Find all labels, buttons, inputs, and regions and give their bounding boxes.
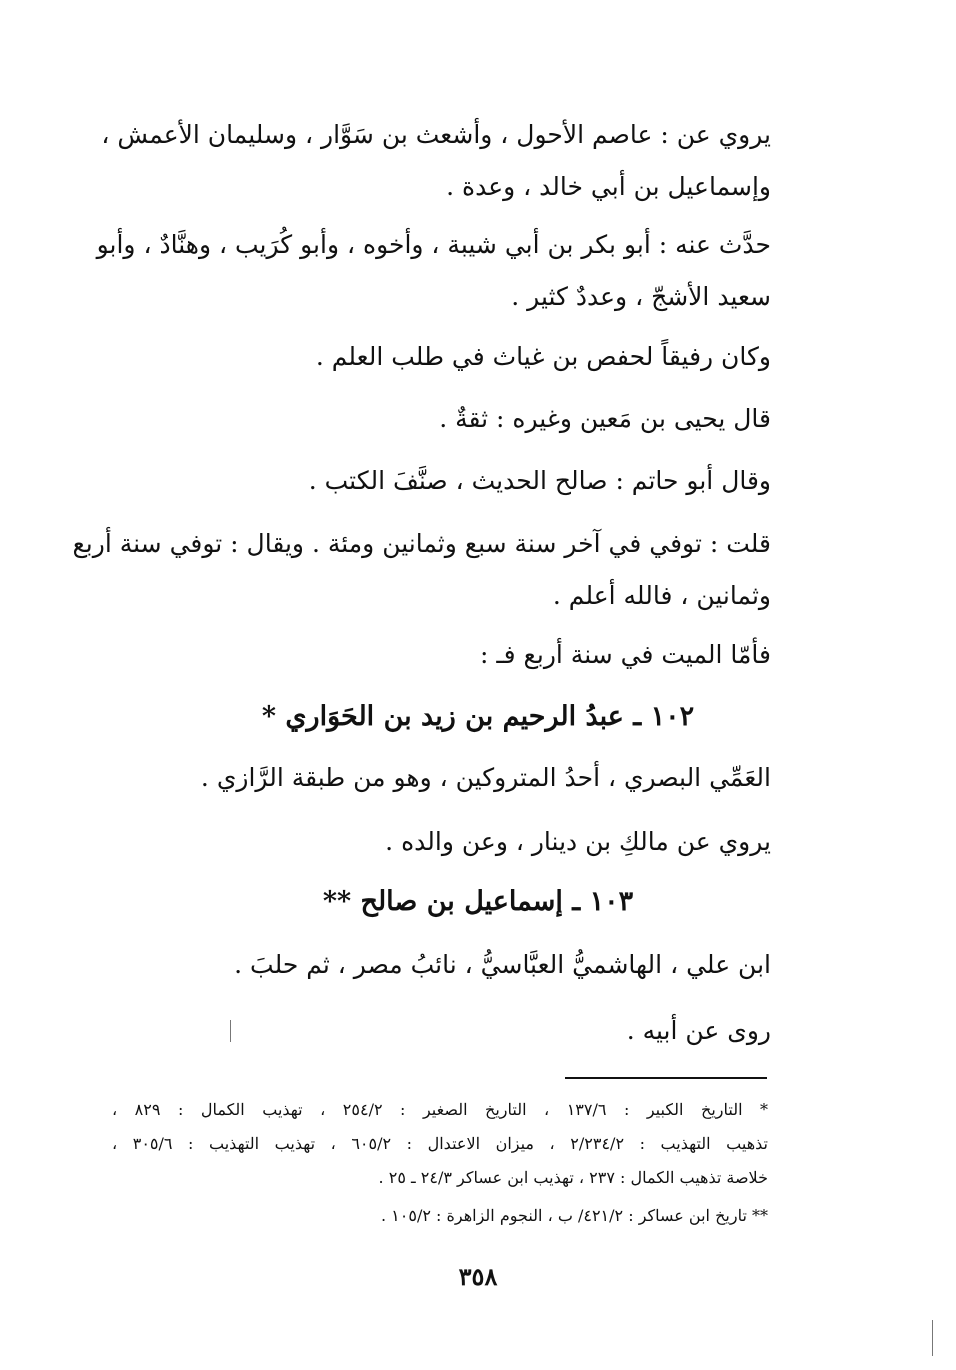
body-line: يروي عن : عاصم الأحول ، وأشعث بن سَوَّار ، وسليمان الأعمش ،: [101, 120, 771, 149]
scan-margin-mark: [230, 1020, 231, 1042]
body-line: وثمانين ، فالله أعلم .: [552, 581, 771, 610]
body-line: وقال أبو حاتم : صالح الحديث ، صنَّفَ الكتب .: [308, 466, 771, 495]
entry-heading-103: ١٠٣ ـ إسماعيل بن صالح **: [322, 886, 634, 917]
body-line: سعيد الأشجّ ، وعددٌ كثير .: [511, 282, 771, 311]
entry-103-line: ابن علي ، الهاشميُّ العبَّاسيُّ ، نائبُ مصر ، ثم حلبَ .: [234, 950, 771, 979]
entry-103-line: روى عن أبيه .: [626, 1016, 771, 1045]
footnote-line: خلاصة تذهيب الكمال : ٢٣٧ ، تهذيب ابن عساكر ٢٤/٣ ـ ٢٥ .: [378, 1168, 768, 1187]
footnote-line: ** تاريخ ابن عساكر : ٤٢١/٢/ ب ، النجوم الزاهرة : ١٠٥/٢ .: [381, 1206, 768, 1225]
scan-margin-mark: [932, 1320, 933, 1356]
body-line: وكان رفيقاً لحفص بن غياث في طلب العلم .: [315, 342, 771, 371]
body-line: قال يحيى بن مَعين وغيره : ثقةٌ .: [439, 404, 771, 433]
body-line: حدَّث عنه : أبو بكر بن أبي شيبة ، وأخوه ، وأبو كُرَيب ، وهنَّادٌ ، وأبو: [96, 230, 771, 259]
body-line: قلت : توفي في آخر سنة سبع وثمانين ومئة . ويقال : توفي سنة أربع: [72, 529, 771, 558]
footnote-line: تذهيب التهذيب : ٢/٢٣٤/٢ ، ميزان الاعتدال : ٦٠٥/٢ ، تهذيب التهذيب : ٣٠٥/٦ ،: [112, 1134, 769, 1153]
body-line: وإسماعيل بن أبي خالد ، وعدة .: [446, 172, 771, 201]
body-line: فأمّا الميت في سنة أربع فـ :: [479, 640, 771, 669]
entry-heading-102: ١٠٢ ـ عبدُ الرحيم بن زيد بن الحَوَاري *: [261, 701, 695, 732]
footnote-line: * التاريخ الكبير : ١٣٧/٦ ، التاريخ الصغير : ٢٥٤/٢ ، تهذيب الكمال : ٨٢٩ ،: [112, 1100, 769, 1119]
page-number: ٣٥٨: [458, 1262, 498, 1291]
entry-102-line: يروي عن مالكِ بن دينار ، وعن والده .: [385, 827, 771, 856]
entry-102-line: العَمِّي البصري ، أحدُ المتروكين ، وهو من طبقة الرَّازي .: [200, 763, 771, 792]
footnote-divider: [565, 1077, 767, 1079]
